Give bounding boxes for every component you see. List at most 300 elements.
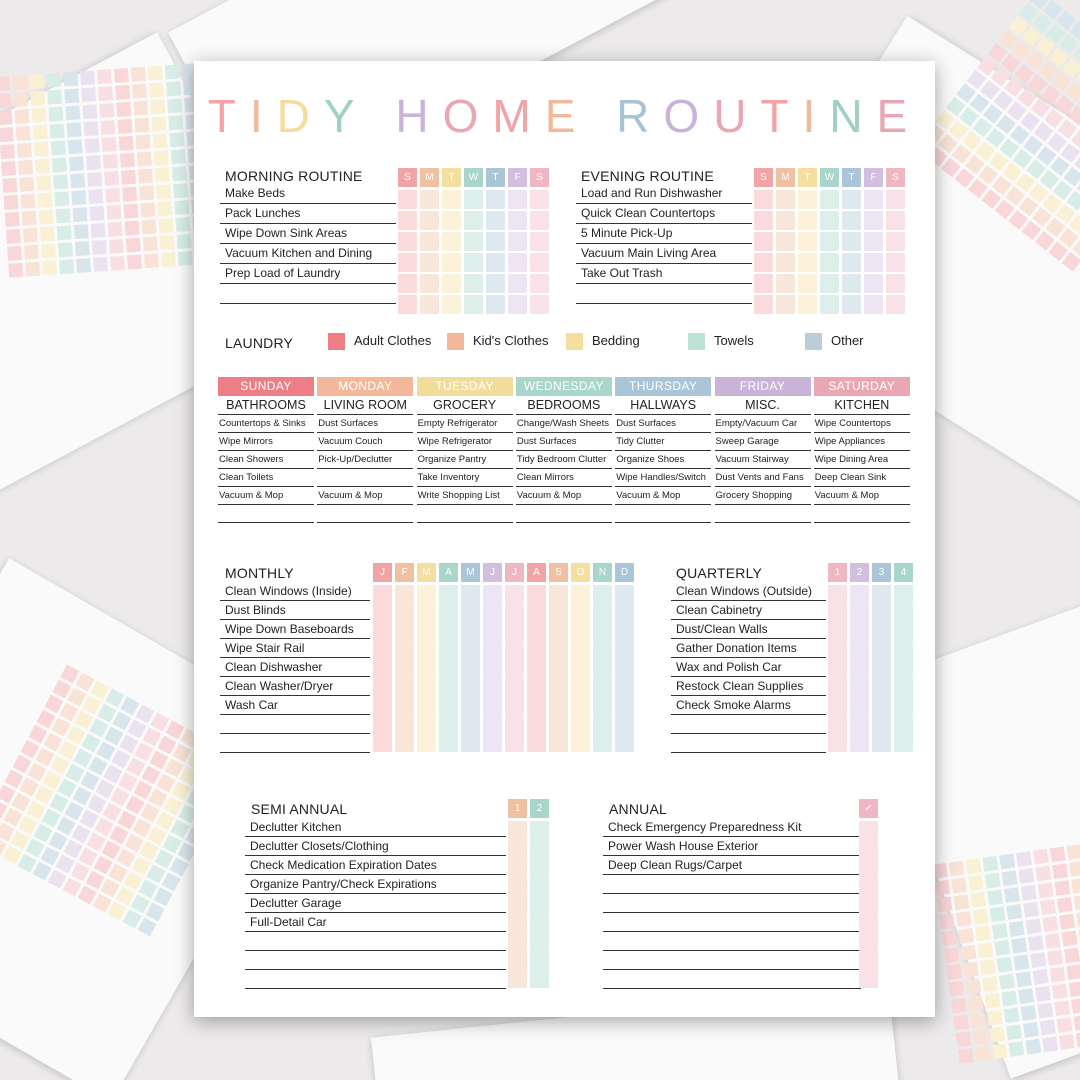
day-column	[615, 377, 711, 523]
monthly-checkbox[interactable]	[439, 733, 458, 752]
monthly-checkbox[interactable]	[527, 622, 546, 641]
morning-checkbox[interactable]	[508, 211, 527, 230]
morning-checkbox[interactable]	[464, 295, 483, 314]
monthly-checkbox[interactable]	[593, 604, 612, 623]
background-checkbox	[171, 149, 186, 164]
monthly-checkbox[interactable]	[483, 585, 502, 604]
monthly-checkbox[interactable]	[549, 585, 568, 604]
morning-checkbox[interactable]	[486, 253, 505, 272]
laundry-legend-label: Bedding	[592, 333, 640, 348]
background-checkbox	[1004, 887, 1020, 903]
background-checkbox	[954, 894, 970, 910]
monthly-checkbox[interactable]	[549, 622, 568, 641]
evening-checkbox[interactable]	[798, 253, 817, 272]
monthly-checkbox[interactable]	[483, 678, 502, 697]
evening-checkbox[interactable]	[798, 274, 817, 293]
monthly-checkbox[interactable]	[461, 733, 480, 752]
monthly-checkbox[interactable]	[527, 659, 546, 678]
monthly-task-row: Wipe Down Baseboards	[220, 620, 370, 639]
background-checkbox	[0, 127, 14, 142]
monthly-checkbox[interactable]	[593, 585, 612, 604]
monthly-checkbox[interactable]	[593, 641, 612, 660]
morning-checkbox[interactable]	[486, 211, 505, 230]
quarterly-checkbox[interactable]	[894, 696, 913, 715]
morning-checkbox[interactable]	[442, 190, 461, 209]
quarterly-checkbox[interactable]	[894, 733, 913, 752]
background-checkbox	[997, 957, 1013, 973]
evening-checkbox[interactable]	[754, 211, 773, 230]
quarterly-checkbox[interactable]	[850, 715, 869, 734]
monthly-checkbox[interactable]	[395, 659, 414, 678]
background-checkbox	[966, 858, 982, 874]
evening-checkbox[interactable]	[798, 295, 817, 314]
annual-task-row	[603, 894, 861, 913]
quarterly-checkbox[interactable]	[872, 604, 891, 623]
semi_annual-checkbox[interactable]	[508, 877, 527, 896]
morning-checkbox[interactable]	[420, 190, 439, 209]
evening-checkbox[interactable]	[864, 253, 883, 272]
evening-checkbox[interactable]	[842, 274, 861, 293]
monthly-checkbox[interactable]	[373, 733, 392, 752]
monthly-checkbox[interactable]	[483, 696, 502, 715]
monthly-checkbox[interactable]	[615, 622, 634, 641]
evening-checkbox[interactable]	[886, 211, 905, 230]
monthly-checkbox[interactable]	[571, 641, 590, 660]
monthly-checkbox[interactable]	[615, 678, 634, 697]
semi_annual-checkbox[interactable]	[530, 877, 549, 896]
monthly-checkbox[interactable]	[527, 715, 546, 734]
evening-checkbox[interactable]	[842, 232, 861, 251]
morning-checkbox[interactable]	[398, 274, 417, 293]
evening-checkbox[interactable]	[842, 211, 861, 230]
quarterly-section	[671, 563, 916, 763]
monthly-checkbox[interactable]	[439, 715, 458, 734]
background-checkbox	[56, 208, 71, 223]
background-checkbox	[46, 73, 61, 88]
monthly-checkbox[interactable]	[505, 678, 524, 697]
semi_annual-checkbox[interactable]	[530, 914, 549, 933]
monthly-checkbox[interactable]	[439, 641, 458, 660]
monthly-checkbox[interactable]	[461, 715, 480, 734]
monthly-checkbox[interactable]	[549, 733, 568, 752]
monthly-checkbox[interactable]	[527, 604, 546, 623]
quarterly-checkbox[interactable]	[850, 696, 869, 715]
monthly-checkbox[interactable]	[461, 585, 480, 604]
quarterly-checkbox[interactable]	[872, 622, 891, 641]
monthly-checkbox[interactable]	[571, 715, 590, 734]
evening-checkbox[interactable]	[820, 274, 839, 293]
monthly-checkbox[interactable]	[593, 622, 612, 641]
monthly-checkbox[interactable]	[439, 585, 458, 604]
evening-checkbox[interactable]	[776, 295, 795, 314]
monthly-checkbox[interactable]	[527, 641, 546, 660]
background-checkbox	[970, 892, 986, 908]
monthly-checkbox[interactable]	[373, 585, 392, 604]
monthly-checkbox[interactable]	[549, 641, 568, 660]
morning-checkbox[interactable]	[486, 295, 505, 314]
monthly-checkbox[interactable]	[615, 585, 634, 604]
quarterly-checkbox[interactable]	[828, 715, 847, 734]
evening-checkbox[interactable]	[886, 253, 905, 272]
quarterly-checkbox[interactable]	[872, 715, 891, 734]
evening-checkbox[interactable]	[842, 253, 861, 272]
semi_annual-checkbox[interactable]	[530, 840, 549, 859]
quarterly-checkbox[interactable]	[872, 733, 891, 752]
morning-checkbox[interactable]	[530, 253, 549, 272]
morning-checkbox[interactable]	[530, 274, 549, 293]
monthly-checkbox[interactable]	[527, 733, 546, 752]
monthly-checkbox[interactable]	[549, 659, 568, 678]
quarterly-checkbox[interactable]	[894, 604, 913, 623]
quarterly-task-row: Clean Cabinetry	[671, 601, 826, 620]
monthly-checkbox[interactable]	[461, 622, 480, 641]
evening-checkbox[interactable]	[776, 232, 795, 251]
background-checkbox	[132, 84, 147, 99]
quarterly-checkbox[interactable]	[850, 585, 869, 604]
monthly-checkbox[interactable]	[549, 604, 568, 623]
monthly-checkbox[interactable]	[571, 585, 590, 604]
monthly-checkbox[interactable]	[395, 604, 414, 623]
background-checkbox	[1021, 885, 1037, 901]
monthly-checkbox[interactable]	[571, 696, 590, 715]
morning-checkbox[interactable]	[442, 295, 461, 314]
day-task-item	[317, 469, 413, 487]
quarterly-checkbox[interactable]	[872, 659, 891, 678]
evening-checkbox[interactable]	[754, 232, 773, 251]
monthly-checkbox[interactable]	[615, 715, 634, 734]
morning-checkbox[interactable]	[398, 253, 417, 272]
morning-checkbox[interactable]	[530, 190, 549, 209]
monthly-checkbox[interactable]	[417, 622, 436, 641]
background-checkbox	[29, 74, 44, 89]
monthly-checkbox[interactable]	[527, 678, 546, 697]
evening-checkbox[interactable]	[754, 190, 773, 209]
evening-checkbox[interactable]	[820, 232, 839, 251]
monthly-checkbox[interactable]	[373, 715, 392, 734]
monthly-checkbox[interactable]	[505, 641, 524, 660]
monthly-checkbox[interactable]	[417, 604, 436, 623]
morning-checkbox[interactable]	[508, 295, 527, 314]
morning-checkbox[interactable]	[508, 190, 527, 209]
monthly-checkbox[interactable]	[373, 641, 392, 660]
monthly-checkbox[interactable]	[615, 733, 634, 752]
quarterly-checkbox[interactable]	[894, 659, 913, 678]
quarterly-checkbox[interactable]	[872, 585, 891, 604]
evening-checkbox[interactable]	[776, 190, 795, 209]
quarterly-checkbox[interactable]	[894, 641, 913, 660]
semi-annual-heading: SEMI ANNUAL	[251, 801, 348, 817]
monthly-checkbox[interactable]	[571, 622, 590, 641]
semi_annual-checkbox[interactable]	[508, 895, 527, 914]
morning-checkbox[interactable]	[464, 253, 483, 272]
semi_annual-checkbox[interactable]	[508, 969, 527, 988]
morning-checkbox[interactable]	[442, 211, 461, 230]
monthly-checkbox[interactable]	[593, 678, 612, 697]
monthly-checkbox[interactable]	[373, 659, 392, 678]
annual-checkbox[interactable]	[859, 895, 878, 914]
background-checkbox	[68, 139, 83, 154]
monthly-checkbox[interactable]	[439, 678, 458, 697]
monthly-checkbox[interactable]	[505, 585, 524, 604]
annual-checkbox[interactable]	[859, 951, 878, 970]
background-checkbox	[961, 945, 977, 961]
quarterly-checkbox[interactable]	[850, 733, 869, 752]
quarterly-checkbox[interactable]	[828, 622, 847, 641]
monthly-checkbox[interactable]	[373, 696, 392, 715]
quarterly-checkbox[interactable]	[894, 715, 913, 734]
quarterly-checkbox[interactable]	[894, 585, 913, 604]
monthly-checkbox[interactable]	[373, 604, 392, 623]
quarterly-column-header: 2	[850, 563, 869, 582]
evening-checkbox[interactable]	[776, 211, 795, 230]
monthly-checkbox[interactable]	[505, 622, 524, 641]
background-checkbox	[50, 124, 65, 139]
morning-checkbox[interactable]	[530, 295, 549, 314]
evening-checkbox[interactable]	[820, 211, 839, 230]
monthly-checkbox[interactable]	[483, 622, 502, 641]
monthly-checkbox[interactable]	[483, 604, 502, 623]
semi_annual-checkbox[interactable]	[530, 821, 549, 840]
evening-checkbox[interactable]	[776, 274, 795, 293]
morning-checkbox[interactable]	[486, 232, 505, 251]
monthly-checkbox[interactable]	[615, 641, 634, 660]
annual-checkbox[interactable]	[859, 840, 878, 859]
background-checkbox	[1066, 964, 1080, 980]
evening-checkbox[interactable]	[864, 190, 883, 209]
morning-checkbox[interactable]	[464, 211, 483, 230]
monthly-checkbox[interactable]	[593, 696, 612, 715]
quarterly-checkbox[interactable]	[828, 585, 847, 604]
evening-checkbox[interactable]	[798, 211, 817, 230]
background-checkbox	[119, 136, 134, 151]
background-checkbox	[153, 133, 168, 148]
quarterly-checkbox[interactable]	[850, 604, 869, 623]
background-checkbox	[22, 211, 37, 226]
monthly-checkbox[interactable]	[483, 715, 502, 734]
morning-checkbox[interactable]	[420, 253, 439, 272]
morning-checkbox[interactable]	[442, 274, 461, 293]
morning-checkbox[interactable]	[486, 190, 505, 209]
page-title	[194, 89, 935, 143]
evening-checkbox[interactable]	[820, 253, 839, 272]
morning-checkbox[interactable]	[508, 253, 527, 272]
morning-checkbox[interactable]	[420, 274, 439, 293]
monthly-checkbox[interactable]	[527, 696, 546, 715]
morning-checkbox[interactable]	[398, 232, 417, 251]
quarterly-checkbox[interactable]	[828, 659, 847, 678]
evening-checkbox[interactable]	[820, 190, 839, 209]
evening-checkbox[interactable]	[886, 295, 905, 314]
monthly-checkbox[interactable]	[439, 659, 458, 678]
semi_annual-checkbox[interactable]	[530, 895, 549, 914]
evening-checkbox[interactable]	[864, 295, 883, 314]
semi_annual-checkbox[interactable]	[530, 932, 549, 951]
monthly-checkbox[interactable]	[549, 678, 568, 697]
monthly-checkbox[interactable]	[549, 715, 568, 734]
morning-checkbox[interactable]	[398, 190, 417, 209]
background-checkbox	[41, 243, 56, 258]
annual-checkbox[interactable]	[859, 858, 878, 877]
morning-checkbox[interactable]	[464, 274, 483, 293]
monthly-checkbox[interactable]	[395, 622, 414, 641]
monthly-checkbox[interactable]	[615, 696, 634, 715]
monthly-checkbox[interactable]	[395, 715, 414, 734]
quarterly-checkbox[interactable]	[828, 733, 847, 752]
evening-checkbox[interactable]	[842, 190, 861, 209]
monthly-checkbox[interactable]	[417, 696, 436, 715]
morning-checkbox[interactable]	[464, 190, 483, 209]
monthly-checkbox[interactable]	[461, 678, 480, 697]
evening-checkbox[interactable]	[820, 295, 839, 314]
monthly-checkbox[interactable]	[395, 585, 414, 604]
quarterly-checkbox[interactable]	[850, 622, 869, 641]
background-checkbox	[90, 206, 105, 221]
morning-checkbox[interactable]	[486, 274, 505, 293]
monthly-checkbox[interactable]	[395, 696, 414, 715]
morning-checkbox[interactable]	[420, 211, 439, 230]
quarterly-checkbox[interactable]	[872, 678, 891, 697]
monthly-task-row: Clean Windows (Inside)	[220, 582, 370, 601]
background-checkbox	[953, 1015, 969, 1031]
evening-checkbox[interactable]	[776, 253, 795, 272]
quarterly-checkbox[interactable]	[828, 641, 847, 660]
quarterly-checkbox[interactable]	[850, 659, 869, 678]
monthly-checkbox[interactable]	[373, 622, 392, 641]
monthly-checkbox[interactable]	[593, 715, 612, 734]
monthly-checkbox[interactable]	[483, 641, 502, 660]
quarterly-checkbox[interactable]	[894, 622, 913, 641]
annual-checkbox[interactable]	[859, 821, 878, 840]
monthly-checkbox[interactable]	[505, 659, 524, 678]
evening-checkbox[interactable]	[864, 274, 883, 293]
morning-checkbox[interactable]	[442, 253, 461, 272]
monthly-checkbox[interactable]	[439, 604, 458, 623]
monthly-checkbox[interactable]	[461, 641, 480, 660]
monthly-checkbox[interactable]	[461, 696, 480, 715]
monthly-checkbox[interactable]	[417, 733, 436, 752]
morning-checkbox[interactable]	[398, 211, 417, 230]
quarterly-checkbox[interactable]	[850, 678, 869, 697]
quarterly-checkbox[interactable]	[872, 641, 891, 660]
monthly-checkbox[interactable]	[593, 733, 612, 752]
morning-checkbox[interactable]	[530, 211, 549, 230]
background-checkbox	[939, 914, 955, 930]
annual-task-row	[603, 951, 861, 970]
monthly-checkbox[interactable]	[417, 715, 436, 734]
monthly-checkbox[interactable]	[483, 659, 502, 678]
morning-checkbox[interactable]	[530, 232, 549, 251]
background-checkbox	[140, 202, 155, 217]
semi_annual-checkbox[interactable]	[508, 914, 527, 933]
monthly-checkbox[interactable]	[615, 604, 634, 623]
morning-checkbox[interactable]	[420, 295, 439, 314]
morning-checkbox[interactable]	[508, 274, 527, 293]
monthly-checkbox[interactable]	[571, 659, 590, 678]
monthly-checkbox[interactable]	[505, 715, 524, 734]
evening-checkbox[interactable]	[798, 232, 817, 251]
semi_annual-checkbox[interactable]	[530, 969, 549, 988]
morning-checkbox[interactable]	[464, 232, 483, 251]
background-checkbox	[946, 964, 962, 980]
monthly-checkbox[interactable]	[615, 659, 634, 678]
annual-checkbox[interactable]	[859, 914, 878, 933]
quarterly-checkbox[interactable]	[850, 641, 869, 660]
monthly-checkbox[interactable]	[417, 678, 436, 697]
morning-checkbox[interactable]	[398, 295, 417, 314]
monthly-checkbox[interactable]	[593, 659, 612, 678]
monthly-checkbox[interactable]	[395, 678, 414, 697]
day-task-item: Sweep Garage	[715, 433, 811, 451]
semi_annual-checkbox[interactable]	[530, 951, 549, 970]
evening-checkbox[interactable]	[754, 253, 773, 272]
evening-checkbox[interactable]	[754, 274, 773, 293]
evening-checkbox[interactable]	[886, 232, 905, 251]
monthly-checkbox[interactable]	[395, 733, 414, 752]
semi_annual-checkbox[interactable]	[508, 951, 527, 970]
semi_annual-checkbox[interactable]	[508, 858, 527, 877]
semi_annual-checkbox[interactable]	[508, 821, 527, 840]
monthly-checkbox[interactable]	[571, 678, 590, 697]
evening-checkbox[interactable]	[754, 295, 773, 314]
monthly-checkbox[interactable]	[461, 659, 480, 678]
quarterly-checkbox[interactable]	[894, 678, 913, 697]
monthly-checkbox[interactable]	[505, 604, 524, 623]
background-checkbox	[1057, 1017, 1073, 1033]
background-checkbox	[6, 229, 21, 244]
semi_annual-checkbox[interactable]	[508, 932, 527, 951]
background-checkbox	[47, 90, 62, 105]
quarterly-checkbox[interactable]	[872, 696, 891, 715]
background-checkbox	[972, 1029, 988, 1045]
monthly-checkbox[interactable]	[505, 733, 524, 752]
monthly-checkbox[interactable]	[439, 622, 458, 641]
background-checkbox	[157, 201, 172, 216]
semi_annual-checkbox[interactable]	[530, 858, 549, 877]
evening-checkbox[interactable]	[842, 295, 861, 314]
monthly-checkbox[interactable]	[571, 733, 590, 752]
quarterly-checkbox[interactable]	[828, 678, 847, 697]
monthly-checkbox[interactable]	[505, 696, 524, 715]
annual-checkbox[interactable]	[859, 932, 878, 951]
semi_annual-checkbox[interactable]	[508, 840, 527, 859]
monthly-checkbox[interactable]	[461, 604, 480, 623]
monthly-checkbox[interactable]	[373, 678, 392, 697]
morning-checkbox[interactable]	[420, 232, 439, 251]
monthly-checkbox[interactable]	[483, 733, 502, 752]
monthly-checkbox[interactable]	[417, 585, 436, 604]
evening-checkbox[interactable]	[798, 190, 817, 209]
monthly-checkbox[interactable]	[527, 585, 546, 604]
day-room-label: GROCERY	[417, 396, 513, 415]
annual-checkbox[interactable]	[859, 969, 878, 988]
monthly-checkbox[interactable]	[439, 696, 458, 715]
monthly-checkbox[interactable]	[417, 659, 436, 678]
quarterly-checkbox[interactable]	[828, 604, 847, 623]
morning-checkbox[interactable]	[442, 232, 461, 251]
background-checkbox	[4, 195, 19, 210]
monthly-checkbox[interactable]	[549, 696, 568, 715]
monthly-checkbox[interactable]	[571, 604, 590, 623]
annual-checkbox[interactable]	[859, 877, 878, 896]
quarterly-checkbox[interactable]	[828, 696, 847, 715]
evening-checkbox[interactable]	[864, 232, 883, 251]
evening-checkbox[interactable]	[886, 190, 905, 209]
evening-checkbox[interactable]	[886, 274, 905, 293]
morning-checkbox[interactable]	[508, 232, 527, 251]
evening-checkbox[interactable]	[864, 211, 883, 230]
monthly-checkbox[interactable]	[395, 641, 414, 660]
monthly-checkbox[interactable]	[417, 641, 436, 660]
